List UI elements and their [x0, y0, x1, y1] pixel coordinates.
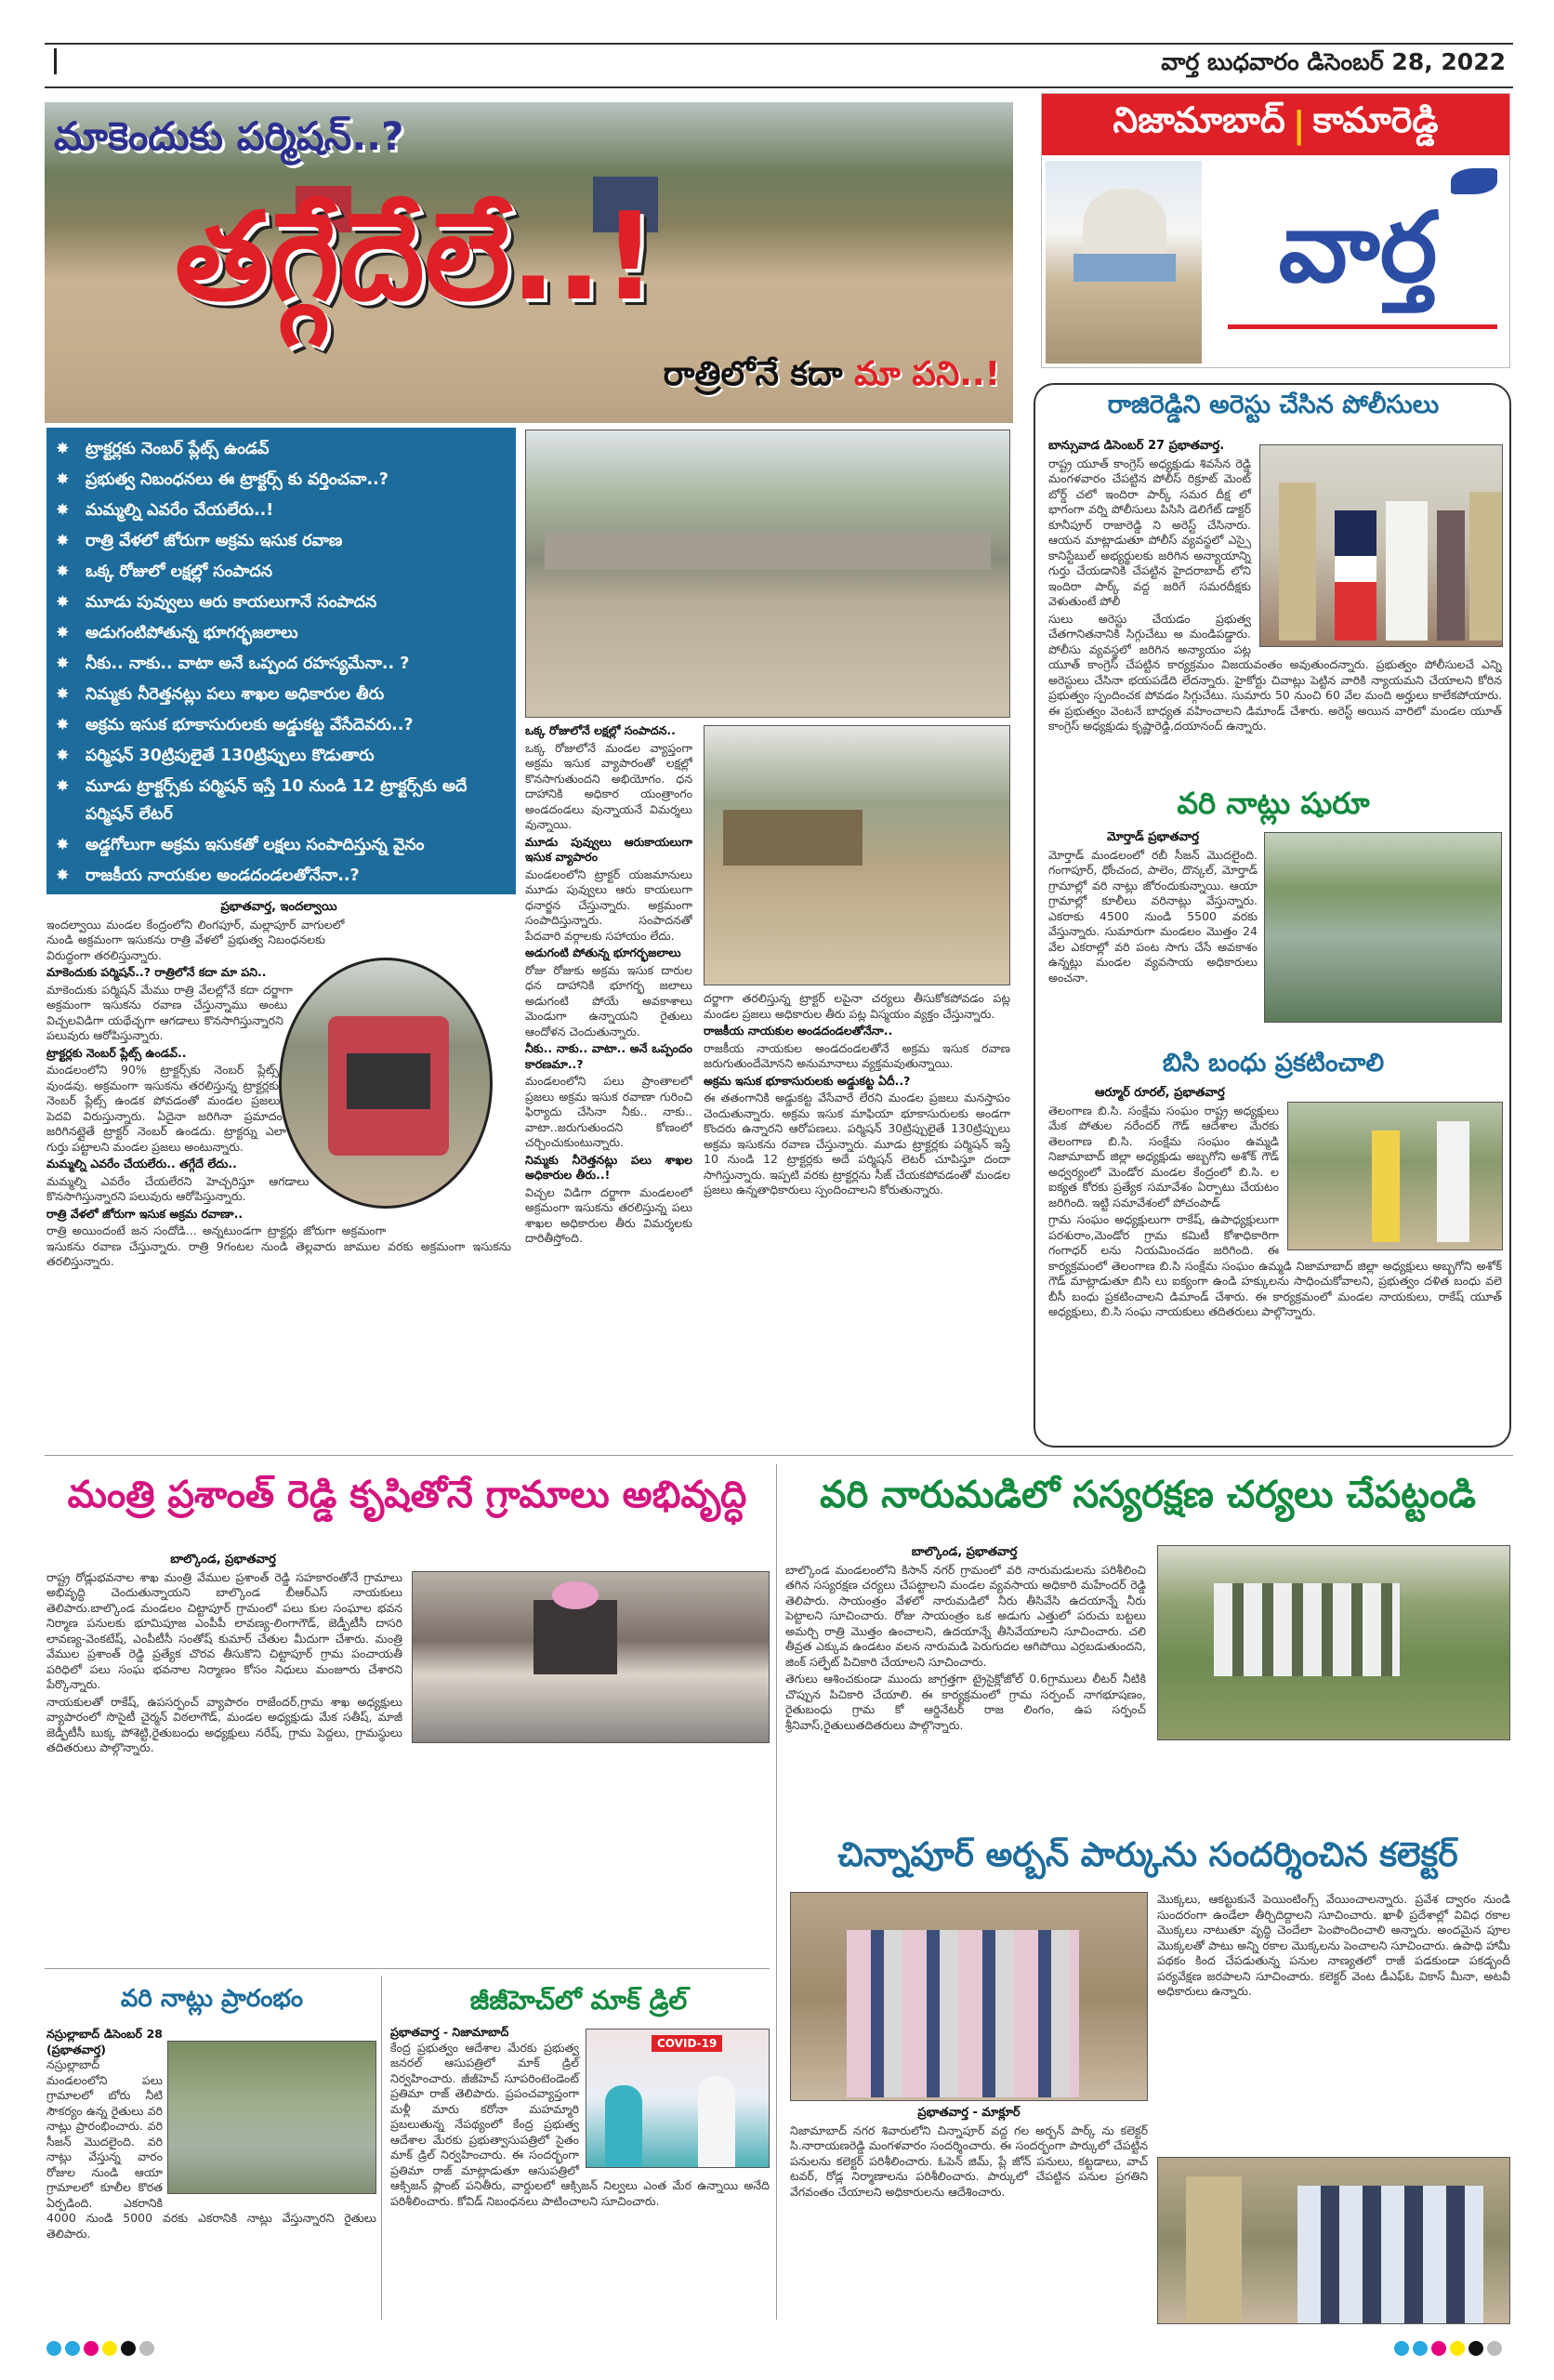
- masthead-region: నిజామాబాద్: [1113, 99, 1285, 140]
- bullet-text: రాజకీయ నాయకుల అండదండలతోనేనా..?: [86, 866, 360, 885]
- section-divider: [45, 1968, 770, 1969]
- masthead-band: [1042, 94, 1509, 155]
- top-rule: [45, 43, 1513, 45]
- article-headline: మంత్రి ప్రశాంత్ రెడ్డి కృషితోనే గ్రామాలు అభివృద్ధి: [67, 1474, 747, 1516]
- park-visit-photo: [790, 1892, 1148, 2101]
- lead-text-col3: [704, 991, 1010, 1444]
- header-rule: [45, 86, 1513, 88]
- collector-photo: [1157, 2157, 1510, 2324]
- article-p2: మొక్కలు, ఆకట్టుకునే పెయింటింగ్స్ వేయించాలన్నారు. ప్రవేశ ద్వారం నుండి సుందరంగా ఉండేలా తీర్చిదిద్దాలని సూచించారు. ఖాళీ ప్రదేశాల్లో వివిధ రకాల మొక్కలు నాటుతూ వృద్ధి చెందేలా పెంపొందించాలి అన్నారు. అందమైన పూల మొక్కలతో పాటు అన్ని రకాల మొక్కలను పెంచాలని సూచించారు. ఉపాధి హామీ పథకం కింద చేపడుతున్న పనుల నాణ్యతలో రాజీ పడకుండా పకడ్బందీ పర్యవేక్షణ జరపాలని సూచించారు. కలెక్టర్ వెంట డీఎఫ్ఓ వికాస్ మీనా, అటవీ అధికారులు ఉన్నారు.: [1157, 1892, 1510, 1998]
- star-bullet-icon: ✸: [56, 716, 70, 734]
- registration-marks-left: [46, 2341, 154, 2356]
- lead-sub4: రాత్రి వేళలో జోరుగా ఇసుక అక్రమ రవాణా..: [46, 1206, 244, 1221]
- bullet-text: మమ్మల్ని ఎవరేం చేయలేరు..!: [86, 501, 274, 520]
- star-bullet-icon: ✸: [56, 836, 70, 854]
- article-byline: ప్రభాతవార్త - మాక్లూర్: [917, 2106, 1021, 2120]
- article-body: [46, 1553, 770, 1962]
- article-headline: బిసి బంధు ప్రకటించాలి: [1162, 1049, 1385, 1078]
- bullet-item: [56, 619, 508, 647]
- article-p1: బాల్కొండ మండలంలోని కిసాన్ నగర్ గ్రామంలో వరి నారుమడులను పరిశీలించి తగిన సస్యరక్షణ చర్యలు చేపట్టాలని మండల వ్యవసాయ అధికారి మహేందర్ రెడ్డి తెలిపారు. సాయంత్రం వేళలో నారుమడిలో నీరు తీసివేసి ఉదయాన్నే నీరు పెట్టాలని సూచించారు. రోజు సాయంత్రం ఒక అడుగు ఎత్తులో పరుచు బట్టలు అమర్చి రాత్రి మొత్తం ఉంచాలని, ఉదయాన్నే తీసివేయాలని సూచించారు. చలి తీవ్రత ఎక్కువ ఉండటం వలన నారుమడి పెరుగుదల ఆగిపోయి ఎర్రబడుతుందని, జింక్ సల్ఫేట్ పిచికారి చేయాలని సూచించారు.: [785, 1562, 1146, 1669]
- article-p1: రాష్ట్ర రోడ్లుభవనాల శాఖ మంత్రి వేముల ప్రశాంత్ రెడ్డి సహకారంతోనే గ్రామాలు అభివృద్ధి చెందుతున్నాయని బాల్కొండ బీఆర్ఎస్ నాయకులు తెలిపారు.బాల్కొండ మండలం చిట్టాపూర్ గ్రామంలో పలు కుల సంఘాల భవన నిర్మాణ పనులకు భూమిపూజ ఎంపీపీ లావణ్య-లింగాగౌడ్, జెడ్పీటీసీ దాసరి లావణ్య-వెంకటేష్, ఎంపీటీసీ సంతోష్ కుమార్ చేతుల మీదుగా చేశారు. మంత్రి వేముల ప్రశాంత్ రెడ్డి ప్రత్యేక చొరవ తీసుకొని చిట్టాపూర్ గ్రామ పంచాయతీ పరిధిలో పలు సంఘ భవనాల నిర్మాణం కోసం నిధులు మంజూరు చేశారని పేర్కొన్నారు.: [46, 1569, 402, 1691]
- bullet-item: [56, 681, 508, 708]
- article-body: [1048, 439, 1502, 801]
- temple-photo: [1046, 161, 1202, 364]
- logo-underline: [1228, 324, 1497, 329]
- star-bullet-icon: ✸: [56, 593, 70, 612]
- lead-p4: మమ్మల్ని ఎవరేం చేయలేరని హెచ్చరిస్తూ ఆగడాలు కొనసాగిస్తున్నారని పలువురు ఆరోపిస్తున్నారు.: [46, 1173, 309, 1203]
- bullet-item: [56, 711, 508, 739]
- star-bullet-icon: ✸: [56, 440, 70, 458]
- star-bullet-icon: ✸: [56, 685, 70, 704]
- article-p1: తెలంగాణ బి.సి. సంక్షేమ సంఘం రాష్ట్ర అధ్యక్షులు మేక పోతుల నరేందర్ గౌడ్ ఆదేశాల మేరకు తెలంగాణ బి.సి. సంక్షేమ సంఘం ఉమ్మడి నిజామాబాద్ జిల్లా అధ్యక్షుడు అబ్బగోని అశోక్ గౌడ్ అధ్వర్యంలో మెండోర మండల కేంద్రంలో బి.సి. ల ఐక్యత కోరకు ప్రత్యేక సమావేశం ఏర్పాటు చేయటం జరిగింది. ఇట్టి సమావేశంలో పోచంపాడ్: [1048, 1103, 1279, 1210]
- article-body: [1048, 830, 1258, 1039]
- star-bullet-icon: ✸: [56, 470, 70, 489]
- bullet-text: ఒక్క రోజులో లక్షల్లో సంపాదన: [86, 562, 273, 581]
- article-p2: తెగులు ఆశించకుండా ముందు జాగ్రత్తగా ట్రైసైక్లోజోల్ 0.6గ్రాములు లీటర్ నీటికి చొప్పున పిచికారి చేయాలి. ఈ కార్యక్రమంలో గ్రామ సర్పంచ్ నాగభూషణం, రైతుబంధు గ్రామ కో ఆర్డినేటర్ రాజ లింగం, ఉప సర్పంచ్ శ్రీనివాస్,రైతులుతదితరులు పాల్గొన్నారు.: [785, 1672, 1146, 1732]
- hero-sand-photo: [45, 102, 1013, 423]
- lead-sub9: నిమ్మకు నీరెత్తనట్లు పలు శాఖల అధికారుల తీరు..!: [525, 1152, 692, 1182]
- bullet-text: ప్రభుత్వ నిబంధనలు ఈ ట్రాక్టర్స్ కు వర్తించవా..?: [86, 470, 388, 489]
- article-body: [46, 2027, 376, 2320]
- article-byline: బాల్కొండ, ప్రభాతవార్త: [911, 1545, 1018, 1559]
- star-bullet-icon: ✸: [56, 654, 70, 673]
- bullet-item: [56, 831, 508, 859]
- section-divider: [45, 1455, 1513, 1456]
- star-bullet-icon: ✸: [56, 501, 70, 520]
- star-bullet-icon: ✸: [56, 777, 70, 796]
- bullet-item: [56, 742, 508, 770]
- article-p2: గ్రామ సంఘం అధ్యక్షులుగా రాకేష్, ఉపాధ్యక్షులుగా పరశురాం,మెండోర గ్రామ కమిటీ కోశాధికారిగా గంగాధర్ లను నియమించడం జరిగింది. ఈ కార్యక్రమంలో తెలంగాణ బి.సి సంక్షేమ సంఘం ఉమ్మడి నిజామాబాద్ జిల్లా అధ్యక్షులు అబ్బగోని అశోక్ గౌడ్ మాట్లాడుతూ బిసి లు ఐక్యంగా ఉండి హక్కులను సాధించుకోవాలని, ప్రభుత్వం దళిత బంధు వలె బీసీ బంధు ప్రకటించాలని డిమాండ్ చేశారు. ఈ కార్యక్రమంలో మండల నాయకులు, రాకేష్ యూత్ అధ్యక్షులు, బి.సి సంఘ నాయకులు తదితరులు పాల్గొన్నారు.: [1048, 1212, 1502, 1318]
- lead-tagline-b: మా పని..!: [854, 355, 1000, 393]
- article-p1: మోర్తాడ్ మండలంలో రబీ సీజన్ మొదలైంది. గంగాపూర్, ధోంచంద, పాలెం, దొన్కల్, మోర్తాడ్ గ్రామాల్లో వరి నాట్లు జోరందుకున్నాయి. ఆయా గ్రామాల్లో కూలీలు వరినాట్లు వేస్తున్నారు. ఎకరాకు 4500 నుండి 5500 వరకు వేస్తున్నారు. సుమారుగా మండలం మొత్తం 24 వేల ఎకరాల్లో వరి పంట సాగు చేసే అవకాశం ఉన్నట్లు మండల వ్యవసాయ అధికారులు అంచనా.: [1048, 847, 1258, 985]
- lead-byline: ప్రభాతవార్త, ఇందల్వాయి: [220, 900, 337, 914]
- lead-sub5: ఒక్క రోజులోనే లక్షల్లో సంపాదన..: [525, 723, 676, 737]
- masthead-separator: |: [1292, 104, 1306, 145]
- bullet-text: రాత్రి వేళలో జోరుగా అక్రమ ఇసుక రవాణ: [86, 532, 343, 550]
- lead-p9: మండలంలోని పలు ప్రాంతాలలో ప్రజలు అక్రమ ఇసుక రవాణా గురించి ఫిర్యాదు చేసినా నీకు.. నాకు.. వాటా..జరుగుతుందని కోణంలో చర్చించుకుంటున్నారు.: [525, 1074, 692, 1149]
- page-marker: [54, 48, 57, 74]
- lead-tagline-a: రాత్రిలోనే కదా: [663, 355, 843, 393]
- bullet-text: నిమ్మకు నీరెత్తనట్లు పలు శాఖల అధికారుల తీరు: [86, 685, 385, 704]
- bullet-item: [56, 650, 508, 678]
- article-body: [785, 1545, 1510, 1824]
- bullet-text: పర్మిషన్ 30ట్రిపులైతే 130ట్రిప్పులు కొడుతారు: [86, 747, 375, 765]
- bullet-text: అడుగంటిపోతున్న భూగర్భజలాలు: [86, 624, 298, 642]
- column-divider: [776, 1464, 777, 2320]
- bullet-item: [56, 435, 508, 463]
- bullet-text: ట్రాక్టర్లకు నెంబర్ ప్లేట్స్ ఉండవ్: [86, 440, 270, 458]
- bullet-item: [56, 588, 508, 616]
- article-byline: మోర్తాడ్ ప్రభాతవార్త: [1107, 830, 1199, 844]
- lead-text-col2: [525, 723, 692, 1444]
- star-bullet-icon: ✸: [56, 562, 70, 581]
- lead-sub2: ట్రాక్టర్లకు నెంబర్ ప్లేట్స్ ఉండవ్..: [46, 1045, 187, 1060]
- article-body: [790, 2106, 1148, 2324]
- lead-p1: ఇందల్వాయి మండల కేంద్రంలోని లింగపూర్, మల్లాపూర్ వాగులలో నుండి అక్రమంగా ఇసుకను రాత్రి వేళలో ప్రభుత్వ నిబంధనలకు విరుద్ధంగా తరలిస్తున్నారు.: [46, 917, 345, 962]
- masthead: [1041, 93, 1510, 368]
- lead-kicker: మాకెందుకు పర్మిషన్..?: [54, 113, 404, 159]
- article-byline: ప్రభాతవార్త - నిజామాబాద్: [390, 2025, 509, 2039]
- star-bullet-icon: ✸: [56, 532, 70, 550]
- bullet-text: నీకు.. నాకు.. వాటా అనే ఒప్పంద రహస్యమేనా.. ?: [86, 654, 410, 673]
- article-body: [1048, 1086, 1502, 1444]
- lead-sub11: అక్రమ ఇసుక భూకాసురులకు అడ్డుకట్ట ఏదీ..?: [704, 1073, 911, 1088]
- lead-sub10: రాజకీయ నాయకుల అండదండలతోనేనా..: [704, 1024, 893, 1038]
- lead-p12: రాజకీయ నాయకుల అండదండలతోనే అక్రమ ఇసుక రవాణ జరుగుతుందేమోనని అనుమానాలు వ్యక్తమవుతున్నాయి.: [704, 1040, 1010, 1070]
- lead-sub8: నీకు.. నాకు.. వాటా.. అనే ఒప్పందం కారణమా..?: [525, 1041, 692, 1071]
- column-divider: [381, 1976, 382, 2320]
- lead-p6: ఒక్క రోజులోనే మండల వ్యాప్తంగా అక్రమ ఇసుక వ్యాపారంతో లక్షల్లో కొనసాగుతుందని అభియోగం. ధన దాహానికి అధికార యంత్రాంగం అండదండలు వున్నాయనే విమర్శలు వున్నాయి.: [525, 740, 692, 831]
- lead-tagline: [664, 355, 1000, 402]
- article-p1: నస్రుల్లాబాద్ మండలంలోని పలు గ్రామాలలో బోరు నీటి సౌకర్యం ఉన్న రైతులు వరి నాట్లు ప్రారంభించారు. వరి సీజన్ మొదలైంది. వరి నాట్లు వేస్తున్న వారం రోజుల నుండి ఆయా గ్రామాలలో కూలీల కొరత ఏర్పడింది. ఎకరానికి 4000 నుండి 5000 వరకు ఎకరానికి నాట్లు వేస్తున్నారని రైతులు తెలిపారు.: [46, 2057, 376, 2241]
- article-byline: బాల్కొండ, ప్రభాతవార్త: [170, 1553, 276, 1567]
- lead-bullets: [56, 435, 508, 890]
- bullet-item: [56, 527, 508, 555]
- bullet-item: [56, 558, 508, 586]
- lead-sub3: మమ్మల్ని ఎవరేం చేయలేరు.. తగ్గేదే లేదు..: [46, 1157, 237, 1170]
- lead-text-col1: [46, 900, 511, 1444]
- article-byline: బాన్సువాడ డిసెంబర్ 27 ప్రభాతవార్త.: [1048, 439, 1225, 453]
- article-headline: వరి నాట్లు షురూ: [1177, 786, 1370, 821]
- lead-p10: విచ్చల విడిగా దర్జాగా మండలంలో అక్రమంగా ఇసుకను తరలిస్తున్న పలు శాఖల అధికారుల తీరు విమర్శలకు దారితీస్తోంది.: [525, 1184, 692, 1245]
- bullet-text: మూడు ట్రాక్టర్స్‌కు పర్మిషన్ ఇస్తే 10 నుండి 12 ట్రాక్టర్స్‌కు అదే పర్మిషన్ లేటర్: [86, 777, 468, 824]
- bullet-item: [56, 466, 508, 494]
- masthead-region2: కామారెడ్డి: [1312, 99, 1439, 140]
- covid-sign: COVID-19: [652, 2035, 722, 2052]
- lead-p2: మాకెందుకు పర్మిషన్ మేము రాత్రి వేలల్లోనే కదా దర్జాగా అక్రమంగా ఇసుకను రవాణ చేస్తున్నాము అంటు విచ్చలవిడిగా యథేచ్ఛగా ఆగడాలు కొనసాగిస్తున్నారని పలువురు ఆరోపిస్తున్నారు.: [46, 982, 294, 1042]
- article-headline: చిన్నాపూర్ అర్బన్ పార్కును సందర్శించిన కలెక్టర్: [837, 1836, 1458, 1874]
- star-bullet-icon: ✸: [56, 624, 70, 642]
- date-line: వార్త బుధవారం డిసెంబర్ 28, 2022: [1161, 48, 1506, 75]
- article-p2: సులు అరెస్టు చేయడం ప్రభుత్వ చేతగానితనానికి సిగ్గుచేటు అ మండిపడ్డారు. పోలీసు వ్యవస్థలో జరిగిన అన్యాయం పట్ల యూత్ కాంగ్రెస్ చేపట్టిన కార్యక్రమం విజయవంతం అవుతుందన్నారు. ప్రభుత్వం పోలీసులచే ఎన్ని అరెస్టులు చేసినా భయపడేది లేదన్నారు. హైకోర్టు చివాట్లు పెట్టిన వారికి న్యాయమని చేయాలని కోరిన ప్రభుత్వం స్పందించక పోవడం సిగ్గుచేటు. సుమారు 50 నుంచి 60 వేల మంది అర్హులు కాలేకపోయారు. ఈ ప్రభుత్వం వెంటనే బాధ్యత వహించాలని డిమాండ్ చేశారు. అరెస్ట్ అయిన వారిలో మండల యూత్ కాంగ్రెస్ అధ్యక్షుడు కృష్ణారెడ్డి,దయానంద్ ఉన్నారు.: [1048, 611, 1502, 733]
- lead-p3: మండలంలోని 90% ట్రాక్టర్స్‌కు నెంబర్ ప్లేట్స్ వుండవు. అక్రమంగా ఇసుకను తరలిస్తున్న ట్రాక్టర్లకు నెంబర్ ప్లేట్స్ ఉండక పోవడంతో మండల ప్రజలు పెదవి విరుస్తున్నారు. ఏదైనా జరిగినా ప్రమాదం జరిగినట్లైతే ట్రాక్టర్ నెంబర్ ఉండదు. ట్రాక్టర్ను ఎలా గుర్తు పట్టాలని మండల ప్రజలు అంటున్నారు.: [46, 1063, 286, 1154]
- lead-headline: తగ్గేదేలే..!: [175, 186, 657, 327]
- bullet-item: [56, 862, 508, 890]
- article-p1: కేంద్ర ప్రభుత్వం ఆదేశాల మేరకు ప్రభుత్వ జనరల్ ఆసుపత్రిలో మాక్ డ్రిల్ నిర్వహించారు. జీజీహెచ్ సూపరింటెండెంట్ ప్రతిమా రాజ్ తెలిపారు. ప్రపంచవ్యాప్తంగా మళ్లీ మారు కరోనా మహమ్మారి ప్రబలుతున్న నేపథ్యంలో కేంద్ర ప్రభుత్వ ఆదేశాల మేరకు ప్రభుత్వాసుపత్రిలో సైతం మాక్ డ్రిల్ నిర్వహించారు. ఈ సందర్భంగా ప్రతిమా రాజ్ మాట్లాడుతూ ఆసుపత్రిలో ఆక్సిజన్ ప్లాంట్ పనితీరు, వార్డులలో ఆక్సిజన్ నిల్వలు ఎంత మేర ఉన్నాయి అనేది పరిశీలించారు. కోవిడ్ నిబంధనలు పాటించాలని సూచించారు.: [390, 2040, 770, 2208]
- article-headline: వరి నారుమడిలో సస్యరక్షణ చర్యలు చేపట్టండి: [820, 1474, 1476, 1516]
- article-p1: రాష్ట్ర యూత్ కాంగ్రెస్ అధ్యక్షుడు శివసేన రెడ్డి మంగళవారం చేపట్టిన పోలీస్ రిక్రూట్ మెంట్ బోర్డ్ చలో ఇందిరా పార్క్ సమర దీక్ష లో భాగంగా వర్ని పోలీసులు పిసిసి డెలిగేట్ డాక్టర్ కూనీపూర్ రాజారెడ్డి ని అరెస్ట్ చేసినారు. ఆయన మాట్లాడుతూ పోలీస్ వ్యవస్థలో ఎస్సై కానిస్టేబుల్ అభ్యర్థులకు జరిగిన అన్యాయాన్ని గుర్తు చేయడానికి చేపట్టిన హైదరాబాద్ లోని ఇందిరా పార్క్ వద్ద జరిగే సమరదీక్షకు వెళుతుంటే పోలీ: [1048, 456, 1251, 608]
- bullet-text: మూడు పువ్వులు ఆరు కాయలుగానే సంపాదన: [86, 593, 377, 612]
- lead-p8: రోజు రోజుకు అక్రమ ఇసుక దారుల ధన దాహానికి భూగర్భ జలాలు అడుగంటి పోయే అవకాశాలు మెండుగా ఉన్నాయని రైతులు ఆందోళన చెందుతున్నారు.: [525, 962, 692, 1038]
- article-byline: నస్రుల్లాబాద్ డిసెంబర్ 28 (ప్రభాతవార్త): [46, 2027, 163, 2056]
- article-body: [1157, 1892, 1510, 2152]
- bullet-item: [56, 773, 508, 828]
- lead-p11: దర్జాగా తరలిస్తున్న ట్రాక్టర్ లపైనా చర్యలు తీసుకోకపోవడం పట్ల మండల ప్రజలు అధికారుల తీరు పట్ల విస్మయం వ్యక్తం చేస్తున్నారు.: [704, 991, 1010, 1021]
- star-bullet-icon: ✸: [56, 866, 70, 885]
- article-p1: నిజామాబాద్ నగర శివారులోని చిన్నాపూర్ వద్ద గల అర్బన్ పార్క్ ను కలెక్టర్ సి.నారాయణరెడ్డి మంగళవారం సందర్శించారు. ఈ సందర్భంగా పార్కులో చేపట్టిన పనులను కలెక్టర్ పరిశీలించారు. ఓపెన్ జిమ్, ప్లే జోన్ పనులు, కట్టడాలు, వాచ్ టవర్, రోడ్ల నిర్మాణాలను పరిశీలించారు. పార్కులో చేపట్టిన పనుల ప్రగతిని వేగవంతం చేయాలని అధికారులను ఆదేశించారు.: [790, 2122, 1148, 2199]
- paddy-photo: [1264, 832, 1502, 1023]
- tractor-loading-photo: [704, 725, 1010, 985]
- bridge-photo: [525, 430, 1010, 718]
- article-headline: జీజీహెచ్‌లో మాక్ డ్రిల్: [469, 1985, 688, 2016]
- article-byline: ఆర్మూర్ రూరల్, ప్రభాతవార్త: [1095, 1086, 1225, 1100]
- article-headline: వరి నాట్లు ప్రారంభం: [120, 1985, 304, 2013]
- bullet-text: అక్రమ ఇసుక భూకాసురులకు అడ్డుకట్ట వేసేదెవరు..?: [86, 716, 414, 734]
- registration-marks-right: [1394, 2341, 1502, 2356]
- bullet-item: [56, 496, 508, 524]
- lead-sub6: మూడు పువ్వులు ఆరుకాయలుగా ఇసుక వ్యాపారం: [525, 834, 692, 864]
- article-headline: రాజిరెడ్డిని అరెస్టు చేసిన పోలీసులు: [1107, 390, 1440, 419]
- article-body: [390, 2025, 770, 2320]
- masthead-logo: వార్త: [1278, 191, 1438, 304]
- lead-p7: మండలంలోని ట్రాక్టర్ యజమానులు మూడు పువ్వులు ఆరు కాయలుగా ధనార్జన చేస్తున్నారు. అక్రమంగా సంపాదిస్తున్నారు. సంపాదనతో పేదవారి వర్గాలకు సహాయం లేదు.: [525, 866, 692, 943]
- star-bullet-icon: ✸: [56, 747, 70, 765]
- bullet-text: అడ్డగోలుగా అక్రమ ఇసుకతో లక్షలు సంపాదిస్తున్న వైనం: [86, 836, 425, 854]
- lead-sub1: మాకెందుకు పర్మిషన్..? రాత్రిలోనే కదా మా పని..: [46, 965, 267, 979]
- lead-p5: రాత్రి అయిందంటే జన సందోడి... అన్నటుండగా ట్రాక్టర్లు జోరుగా అక్రమంగా ఇసుకను రవాణ చేస్తున్నారు. రాత్రి 9గంటల నుండి తెల్లవారు జాముల వరకు అక్రమంగా ఇసుకను తరలిస్తున్నారు.: [46, 1223, 511, 1268]
- lead-bullets-box: [46, 428, 516, 894]
- lead-p13: ఈ తతంగానికి అడ్డుకట్ట వేసేవారే లేరని మండల ప్రజలు మనస్తాపం చెందుతున్నారు. అక్రమ ఇసుక మాఫియా భూకాసురులకు అండగా కొందరు ఉన్నారని ఆరోపణలు. పర్మిషన్ 30ట్రిప్పులైతే 130ట్రిప్పులు అక్రమ ఇసుకను రవాణ చేస్తున్నారు. మూడు ట్రాక్టర్లకు పర్మిషన్ ఇస్తే 10 నుండి 12 ట్రాక్టర్లకు అదే పర్మిషన్ లెటర్ చూపిస్తూ దందా సాగిస్తున్నారు. ఇప్పటి వరకు ట్రాక్టర్లను సీజ్ చేయకపోవడంతో మండల ప్రజలు ఉన్నతాధికారులు స్పందించాలని కోరుతున్నారు.: [704, 1091, 1010, 1197]
- lead-sub7: అడుగంటి పోతున్న భూగర్భజలాలు: [525, 945, 681, 959]
- article-p2: నాయకులతో రాకేష్, ఉపసర్పంచ్ వ్యాపారం రాజేందర్,గ్రామ శాఖ అధ్యక్షులు వ్యాపారంలో సొసైటీ చైర్మన్ విఠలాగౌడ్, మండల అధ్యక్షుడు మేక సతీష్, మాజీ జెడ్పీటీసీ బుక్క పోశెట్టి,రైతుబంధు అధ్యక్షులు నరేష్, గ్రామ పెద్దలు, గ్రామస్థులు తదితరులు పాల్గొన్నారు.: [46, 1694, 402, 1754]
